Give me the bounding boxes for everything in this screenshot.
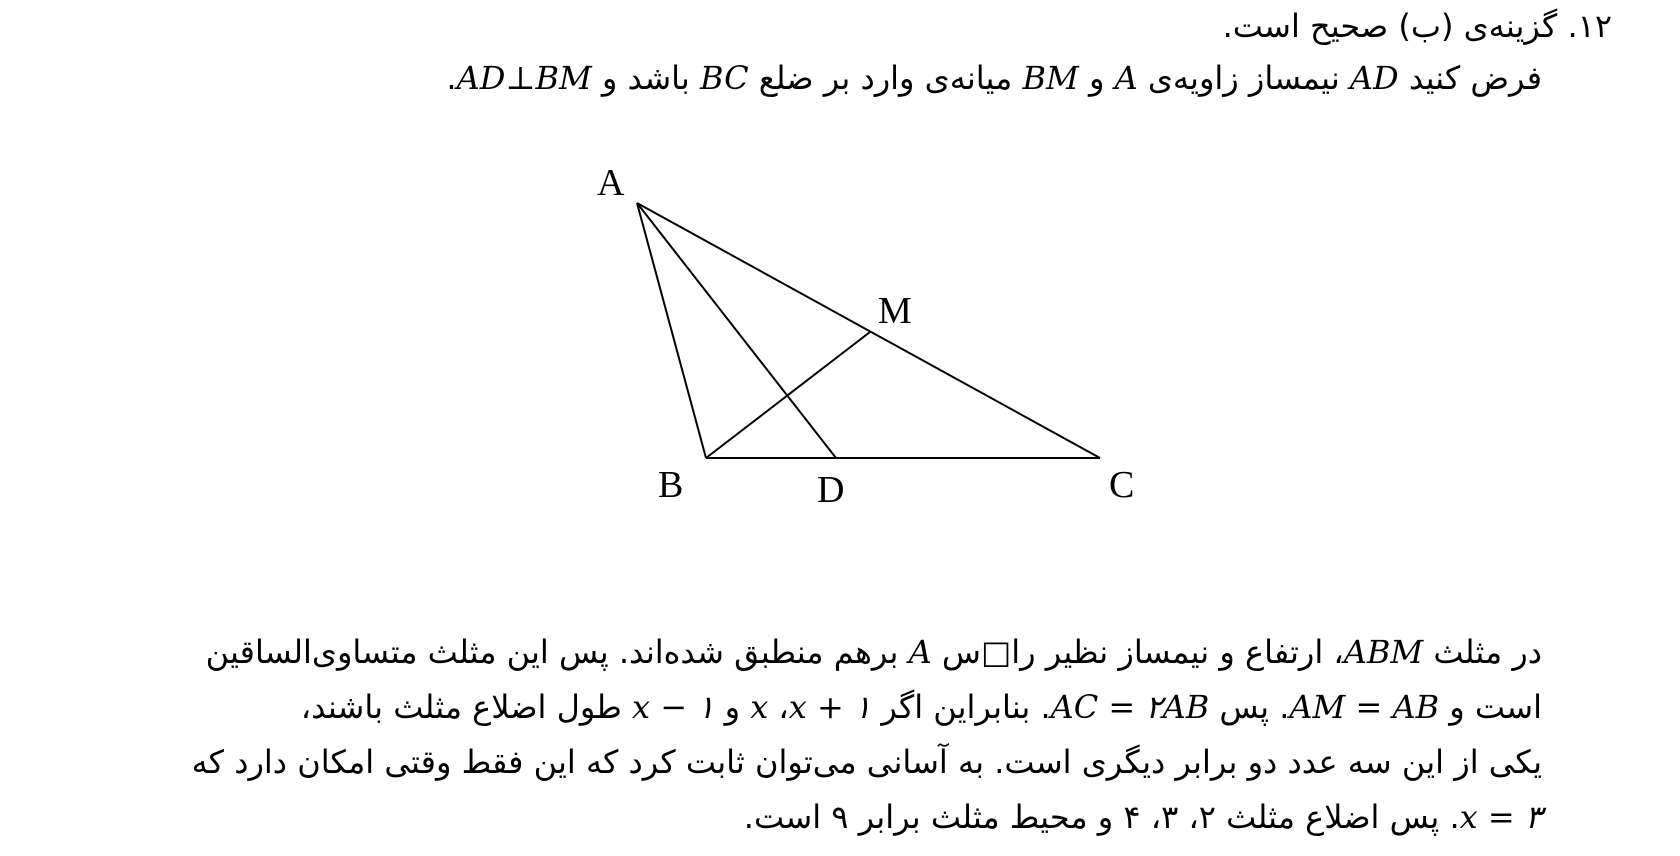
math-AC-eq-2AB: AC = ۲AB <box>1050 688 1210 726</box>
point-label-D: D <box>817 469 845 511</box>
bisector-AD <box>637 203 836 458</box>
median-BM <box>706 332 870 458</box>
intro-text-5: باشد و <box>601 59 690 97</box>
math-AD-perp-BM: AD⊥BM <box>456 59 592 97</box>
sol4-text-1: . پس اضلاع مثلث ۲، ۳، ۴ و محیط مثلث برابر ۹ است. <box>743 798 1460 836</box>
math-AM-eq-AB: AM = AB <box>1289 688 1440 726</box>
side-AB <box>637 203 706 458</box>
math-x-eq-3: x = ۳ <box>1459 798 1542 836</box>
sol2-text-5: و <box>724 688 741 726</box>
sol1-text-1: در مثلث <box>1433 633 1542 671</box>
math-x-plus-1: x + ۱ <box>788 688 872 726</box>
math-x-minus-1: x − ۱ <box>632 688 715 726</box>
sol2-text-4: ، <box>778 688 789 726</box>
math-A-2: A <box>908 633 932 671</box>
point-label-M: M <box>878 290 912 332</box>
math-x: x <box>750 688 769 726</box>
vertex-label-C: C <box>1109 464 1135 506</box>
math-A: A <box>1114 59 1138 97</box>
intro-text-1: فرض کنید <box>1408 59 1542 97</box>
solution-line-4 <box>192 798 1542 856</box>
solution-line-2 <box>192 688 1542 746</box>
vertex-label-A: A <box>597 162 625 204</box>
intro-text-3: و <box>1088 59 1105 97</box>
sol2-text-6: طول اضلاع مثلث باشند، <box>300 688 622 726</box>
sol1-text-2: ، ارتفاع و نیمساز نظیر را□س <box>941 633 1344 671</box>
math-BM: BM <box>1022 59 1079 97</box>
solution-line-1 <box>192 633 1542 691</box>
sol3-text-1: یکی از این سه عدد دو برابر دیگری است. به آسانی می‌توان ثابت کرد که این فقط وقتی امکان دارد که <box>191 743 1542 781</box>
math-AD: AD <box>1349 59 1399 97</box>
problem-number: ۱۲. <box>1567 7 1612 45</box>
solution-line-3 <box>191 743 1542 801</box>
math-BC: BC <box>699 59 749 97</box>
vertex-label-B: B <box>658 464 684 506</box>
sol2-text-3: . بنابراین اگر <box>881 688 1051 726</box>
solution-paragraph <box>191 633 1542 856</box>
intro-text-2: نیمساز زاویه‌ی <box>1147 59 1340 97</box>
sol1-text-3: برهم منطبق شده‌اند. پس این مثلث متساوی‌الساقین <box>205 633 899 671</box>
math-ABM: ABM <box>1343 633 1424 671</box>
sol2-text-2: . پس <box>1219 688 1290 726</box>
answer-statement: گزینه‌ی (ب) صحیح است. <box>1222 7 1558 45</box>
sol2-text-1: است و <box>1449 688 1542 726</box>
side-AC <box>637 203 1100 458</box>
intro-text-4: میانه‌ی وارد بر ضلع <box>758 59 1013 97</box>
intro-text-6: . <box>446 59 457 97</box>
